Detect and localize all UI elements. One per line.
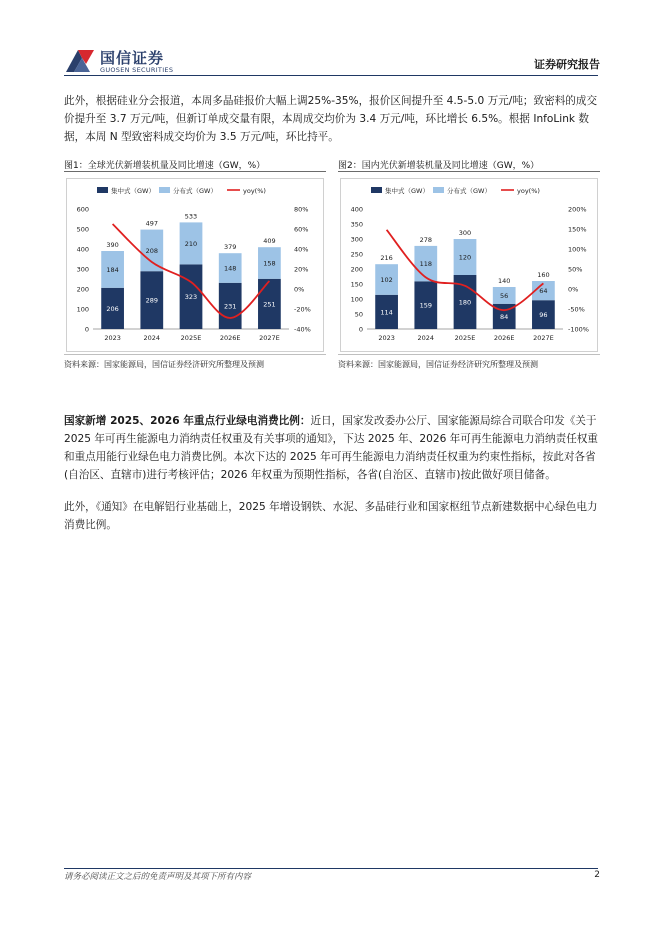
fig2-bar-label-centralized-2023: 114 bbox=[380, 308, 393, 317]
fig1-y2-tick-2: 40% bbox=[294, 245, 309, 254]
fig2-y2-tick-1: 150% bbox=[568, 225, 587, 234]
paragraph-green-power-policy bbox=[64, 412, 600, 484]
figure-1-title: 图1：全球光伏新增装机量及同比增速（GW，%） bbox=[64, 161, 266, 171]
fig1-legend-swatch-1 bbox=[97, 187, 108, 193]
report-type-label: 证券研究报告 bbox=[534, 58, 600, 71]
fig2-bar-label-centralized-2025E: 180 bbox=[458, 298, 472, 307]
fig2-x-tick-2024: 2024 bbox=[417, 334, 435, 342]
fig1-y-tick-3: 300 bbox=[76, 265, 89, 274]
figure-1-source: 资料来源：国家能源局，国信证券经济研究所整理及预测 bbox=[64, 360, 264, 369]
figure-1-chart-frame bbox=[66, 178, 324, 352]
fig2-x-tick-2023: 2023 bbox=[378, 334, 395, 342]
paragraph-polysilicon: 此外，根据硅业分会报道，本周多晶硅报价大幅上调25%-35%，报价区间提升至 4.5-5.0 万元/吨；致密料的成交价提升至 3.7 万元/吨，但新订单成交量有限，本周成交均价为 3.4 万元/吨，环比增长 6.5%。根据 InfoLink 数据，本周 N 型致密料成交均价为 3.5 万元/吨，环比持平。 bbox=[64, 95, 598, 143]
fig2-y-tick-1: 50 bbox=[354, 310, 363, 319]
fig1-y-tick-6: 600 bbox=[76, 205, 89, 214]
fig2-y-tick-3: 150 bbox=[350, 280, 363, 289]
fig2-x-tick-2026E: 2026E bbox=[493, 334, 515, 342]
fig2-y-tick-7: 350 bbox=[350, 220, 363, 229]
fig1-y2-tick-3: 20% bbox=[294, 265, 309, 274]
fig1-total-label-2027E: 409 bbox=[263, 237, 276, 246]
fig1-bar-label-centralized-2023: 206 bbox=[106, 304, 119, 313]
fig2-y2-tick-5: -50% bbox=[568, 305, 585, 314]
fig1-legend-label-2: 分布式（GW） bbox=[173, 187, 217, 195]
fig2-y-tick-6: 300 bbox=[350, 235, 363, 244]
fig1-legend-label-yoy: yoy(%) bbox=[243, 187, 266, 195]
fig1-bar-label-distributed-2025E: 210 bbox=[184, 239, 198, 248]
fig1-total-label-2025E: 533 bbox=[184, 212, 198, 221]
fig2-y2-tick-6: -100% bbox=[568, 325, 589, 334]
fig1-y2-tick-5: -20% bbox=[294, 305, 311, 314]
fig2-y-tick-0: 0 bbox=[358, 325, 363, 334]
fig2-y-tick-2: 100 bbox=[350, 295, 363, 304]
fig2-total-label-2027E: 160 bbox=[537, 271, 550, 279]
fig2-bar-label-distributed-2027E: 64 bbox=[539, 287, 548, 296]
figure-2-bottom-rule bbox=[338, 354, 600, 355]
fig1-bar-label-centralized-2025E: 323 bbox=[184, 293, 198, 302]
fig2-legend-label-yoy: yoy(%) bbox=[517, 187, 540, 195]
fig2-bar-label-distributed-2023: 102 bbox=[380, 276, 393, 284]
fig1-y-tick-1: 100 bbox=[76, 305, 89, 314]
figure-2-source: 资料来源：国家能源局，国信证券经济研究所整理及预测 bbox=[338, 360, 538, 369]
fig1-total-label-2024: 497 bbox=[145, 219, 159, 228]
fig1-y2-tick-1: 60% bbox=[294, 225, 309, 234]
fig2-bar-label-distributed-2026E: 56 bbox=[500, 291, 509, 300]
paragraph-body: 近日，国家发改委办公厅、国家能源局综合司联合印发《关于 2025 年可再生能源电力消纳责任权重及有关事项的通知》，下达 2025 年、2026 年可再生能源电力消纳责任权重和重点用能行业绿色电力消费比例。本次下达的 2025 年可再生能源电力消纳责任权重为约束性指标，按此对各省(自治区、直辖市)进行考核评估；2026 年权重为预期性指标，各省(自治区、直辖市)按此做好项目储备。 bbox=[64, 415, 598, 481]
fig1-y2-tick-4: 0% bbox=[294, 285, 305, 294]
fig2-y-tick-4: 200 bbox=[350, 265, 363, 274]
fig2-bar-label-distributed-2025E: 120 bbox=[458, 253, 472, 262]
fig2-legend-label-1: 集中式（GW） bbox=[385, 187, 429, 195]
fig1-x-tick-2024: 2024 bbox=[143, 334, 161, 342]
header-divider bbox=[64, 75, 598, 76]
fig2-legend-swatch-1 bbox=[371, 187, 382, 193]
fig2-legend-label-2: 分布式（GW） bbox=[447, 187, 491, 195]
logo-text-cn: 国信证券 bbox=[100, 49, 165, 67]
fig2-legend-swatch-2 bbox=[433, 187, 444, 193]
fig2-total-label-2026E: 140 bbox=[497, 277, 511, 285]
china-pv-installation-chart bbox=[341, 179, 597, 351]
figure-2-chart-frame bbox=[340, 178, 598, 352]
fig1-x-tick-2023: 2023 bbox=[104, 334, 121, 342]
fig2-bar-label-centralized-2024: 159 bbox=[419, 301, 433, 310]
fig1-y-tick-4: 400 bbox=[76, 245, 89, 254]
fig2-x-tick-2025E: 2025E bbox=[454, 334, 476, 342]
fig1-y-tick-5: 500 bbox=[76, 225, 89, 234]
fig1-legend-label-1: 集中式（GW） bbox=[111, 187, 155, 195]
fig1-y2-tick-6: -40% bbox=[294, 325, 311, 334]
fig2-x-tick-2027E: 2027E bbox=[533, 334, 554, 342]
fig1-x-tick-2027E: 2027E bbox=[259, 334, 280, 342]
fig1-x-tick-2026E: 2026E bbox=[219, 334, 241, 342]
page-number: 2 bbox=[594, 870, 600, 880]
fig2-y2-tick-4: 0% bbox=[568, 285, 579, 294]
paragraph-notice-extension: 此外，《通知》在电解铝行业基础上，2025 年增设钢铁、水泥、多晶硅行业和国家枢纽节点新建数据中心绿色电力消费比例。 bbox=[64, 501, 598, 531]
fig2-y-tick-5: 250 bbox=[350, 250, 363, 259]
paragraph-lead-heading: 国家新增 2025、2026 年重点行业绿电消费比例： bbox=[64, 415, 311, 427]
global-pv-installation-chart bbox=[67, 179, 323, 351]
guosen-logo-icon bbox=[64, 46, 96, 74]
figure-2-top-rule bbox=[338, 171, 600, 172]
fig1-bar-label-centralized-2024: 289 bbox=[145, 296, 159, 305]
fig2-bar-label-centralized-2026E: 84 bbox=[500, 312, 509, 321]
fig2-total-label-2025E: 300 bbox=[458, 229, 472, 237]
logo-text-en: GUOSEN SECURITIES bbox=[100, 66, 174, 74]
fig1-bar-label-distributed-2026E: 148 bbox=[223, 264, 237, 273]
fig2-bar-label-centralized-2027E: 96 bbox=[539, 311, 548, 320]
fig1-y2-tick-0: 80% bbox=[294, 205, 309, 214]
fig1-bar-label-centralized-2026E: 231 bbox=[223, 302, 237, 311]
fig2-bar-label-distributed-2024: 118 bbox=[419, 260, 433, 269]
fig1-bar-label-distributed-2027E: 158 bbox=[263, 259, 276, 268]
fig2-total-label-2024: 278 bbox=[419, 235, 433, 244]
fig1-legend-swatch-2 bbox=[159, 187, 170, 193]
figure-1-top-rule bbox=[64, 171, 326, 172]
figure-1-bottom-rule bbox=[64, 354, 326, 355]
fig1-bar-label-centralized-2027E: 251 bbox=[263, 300, 276, 309]
footer-divider bbox=[64, 868, 598, 869]
fig2-y-tick-8: 400 bbox=[350, 205, 363, 214]
fig1-x-tick-2025E: 2025E bbox=[180, 334, 202, 342]
fig1-total-label-2026E: 379 bbox=[223, 243, 237, 252]
fig1-bar-label-distributed-2024: 208 bbox=[145, 246, 159, 255]
fig2-total-label-2023: 216 bbox=[380, 254, 393, 263]
fig2-y2-tick-3: 50% bbox=[568, 265, 583, 274]
fig1-total-label-2023: 390 bbox=[106, 241, 119, 249]
fig1-y-tick-2: 200 bbox=[76, 285, 89, 294]
page-header bbox=[0, 0, 662, 80]
fig1-y-tick-0: 0 bbox=[84, 325, 89, 334]
fig1-bar-label-distributed-2023: 184 bbox=[106, 265, 119, 274]
fig2-y2-tick-0: 200% bbox=[568, 205, 587, 214]
fig2-y2-tick-2: 100% bbox=[568, 245, 587, 254]
footer-disclaimer: 请务必阅读正文之后的免责声明及其项下所有内容 bbox=[64, 872, 252, 882]
figure-2-title: 图2：国内光伏新增装机量及同比增速（GW，%） bbox=[338, 161, 540, 171]
